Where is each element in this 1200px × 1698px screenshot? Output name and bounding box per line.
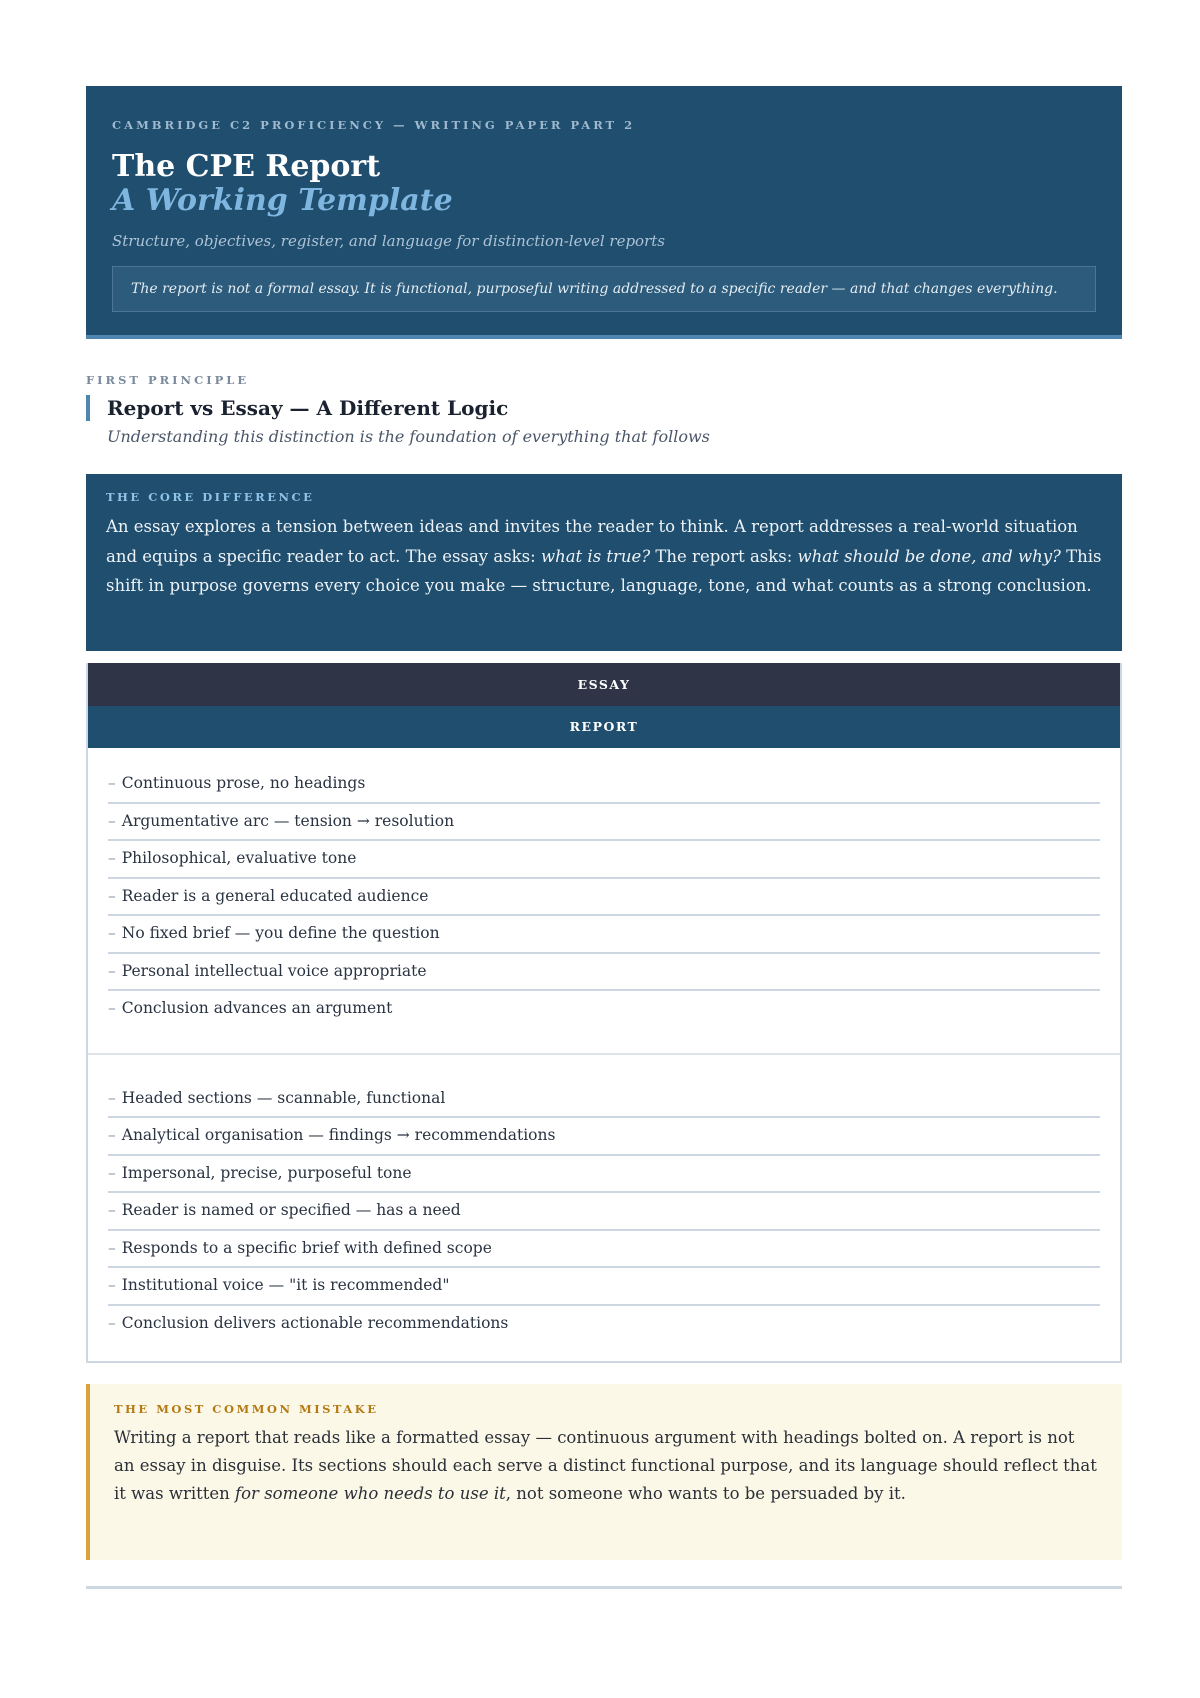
report-item-text: Analytical organisation — findings → recommendations	[121, 1126, 556, 1144]
report-item-text: Conclusion delivers actionable recommendations	[121, 1313, 509, 1332]
report-item-text: Institutional voice — "it is recommended"	[121, 1276, 450, 1294]
mistake-text	[114, 1424, 1098, 1508]
header-banner	[86, 86, 1122, 339]
page-subtitle: A Working Template	[112, 183, 453, 218]
report-list-item	[108, 1081, 1100, 1119]
report-list-item	[108, 1268, 1100, 1306]
dash-bullet: –	[108, 774, 116, 792]
dash-bullet: –	[108, 1238, 116, 1257]
report-item-text: Reader is named or specified — has a need	[121, 1201, 461, 1219]
report-list-item	[108, 1118, 1100, 1156]
report-list-item	[108, 1306, 1100, 1344]
essay-list-item	[108, 879, 1100, 917]
dash-bullet: –	[108, 1313, 116, 1332]
mistake-text-part: Writing a report that reads like a formatted essay — continuous argument with headings bolted on. A report is not an essay in disguise. Its sections should each serve a distinct functional purpose, and its language should reflect that it was written	[114, 1428, 1097, 1503]
core-difference-box	[86, 474, 1122, 651]
essay-list-item	[108, 991, 1100, 1029]
report-column-header: REPORT	[88, 706, 1120, 748]
dash-bullet: –	[108, 999, 116, 1017]
essay-item-text: Conclusion advances an argument	[121, 999, 393, 1017]
dash-bullet: –	[108, 849, 116, 867]
section-kicker: FIRST PRINCIPLE	[86, 373, 250, 387]
page	[86, 86, 1122, 1589]
dash-bullet: –	[108, 924, 116, 942]
essay-column-header: ESSAY	[88, 663, 1120, 706]
report-list-item	[108, 1156, 1100, 1194]
core-emphasis: what should be done, and why?	[797, 546, 1061, 566]
exam-kicker: CAMBRIDGE C2 PROFICIENCY — WRITING PAPER PART 2	[112, 118, 636, 132]
tagline: Structure, objectives, register, and language for distinction-level reports	[112, 232, 665, 250]
mistake-text-part: , not someone who wants to be persuaded by it.	[505, 1484, 906, 1503]
report-list-item	[108, 1193, 1100, 1231]
section-title: Report vs Essay — A Different Logic	[86, 395, 1122, 421]
core-text-part: The report asks:	[650, 546, 798, 566]
report-list	[88, 1055, 1120, 1362]
comparison-table	[86, 663, 1122, 1363]
essay-list-item	[108, 954, 1100, 992]
section-subtitle: Understanding this distinction is the foundation of everything that follows	[107, 427, 710, 446]
essay-list-item	[108, 766, 1100, 804]
core-text-part: An essay explores a tension between ideas and invites the reader to think. A report addresses a real-world situation and equips a specific reader to act. The essay asks:	[106, 517, 1078, 566]
dash-bullet: –	[108, 1276, 116, 1294]
essay-list-item	[108, 841, 1100, 879]
core-kicker: THE CORE DIFFERENCE	[106, 490, 315, 504]
core-text-part: This shift in purpose governs every choice you make — structure, language, tone, and what counts as a strong conclusion.	[106, 546, 1102, 595]
essay-item-text: Personal intellectual voice appropriate	[121, 961, 427, 980]
dash-bullet: –	[108, 1088, 116, 1107]
mistake-kicker: THE MOST COMMON MISTAKE	[114, 1402, 379, 1416]
essay-item-text: Reader is a general educated audience	[121, 886, 429, 905]
common-mistake-callout	[86, 1384, 1122, 1560]
mistake-emphasis: for someone who needs to use it	[235, 1484, 506, 1503]
dash-bullet: –	[108, 1201, 116, 1219]
essay-item-text: Continuous prose, no headings	[121, 774, 366, 792]
report-item-text: Headed sections — scannable, functional	[121, 1088, 446, 1107]
essay-list-item	[108, 916, 1100, 954]
dash-bullet: –	[108, 1163, 116, 1182]
dash-bullet: –	[108, 1126, 116, 1144]
dash-bullet: –	[108, 886, 116, 905]
dash-bullet: –	[108, 961, 116, 980]
essay-list-item	[108, 804, 1100, 842]
core-text	[106, 512, 1102, 601]
report-item-text: Responds to a specific brief with defined scope	[121, 1238, 492, 1257]
essay-item-text: Argumentative arc — tension → resolution	[121, 811, 455, 830]
essay-item-text: Philosophical, evaluative tone	[121, 849, 357, 867]
essay-list	[88, 748, 1120, 1055]
core-emphasis: what is true?	[540, 546, 651, 566]
dash-bullet: –	[108, 811, 116, 830]
essay-item-text: No fixed brief — you define the question	[121, 924, 440, 942]
page-title: The CPE Report	[112, 149, 381, 184]
section-divider	[86, 1586, 1122, 1589]
banner-quote: The report is not a formal essay. It is functional, purposeful writing addressed to a specific reader — and that changes everything.	[112, 266, 1096, 312]
report-list-item	[108, 1231, 1100, 1269]
report-item-text: Impersonal, precise, purposeful tone	[121, 1163, 412, 1182]
